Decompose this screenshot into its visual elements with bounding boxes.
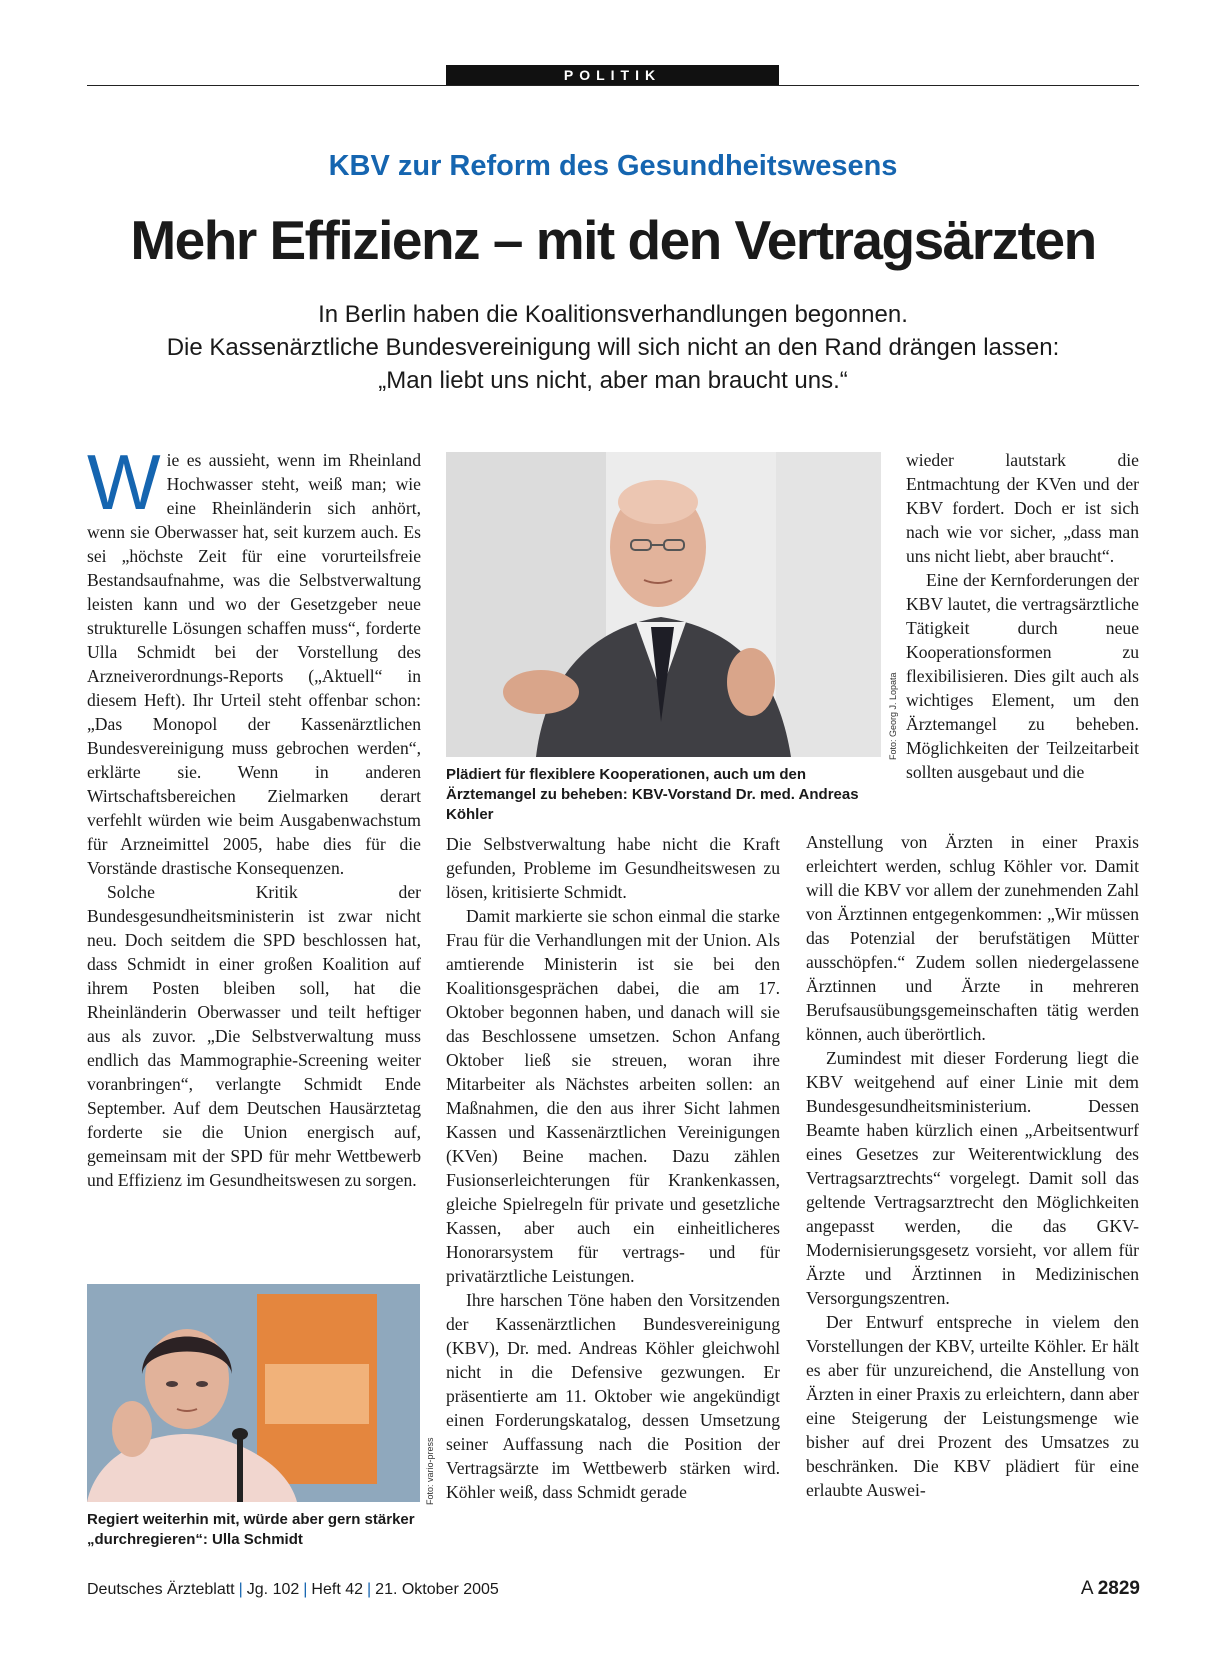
separator: | <box>367 1581 372 1598</box>
article-column-2 <box>446 832 780 1552</box>
paragraph: Solche Kritik der Bundesgesundheitsministerin ist zwar nicht neu. Doch seitdem die SPD beschlossen hat, dass Schmidt in einer großen Koalition auf ihrem Posten bleiben soll, hat die Rheinländerin Oberwasser und teilt heftiger aus als zuvor. „Die Selbstverwaltung muss endlich das Mammographie-Screening weiter voranbringen“, verlangte Schmidt Ende September. Auf dem Deutschen Hausärztetag forderte sie die Union energisch auf, gemeinsam mit der SPD für mehr Wettbewerb und Effizienz im Gesundheitswesen zu sorgen. <box>87 882 421 1190</box>
paragraph: wieder lautstark die Entmachtung der KVen und der KBV fordert. Doch er ist sich nach wie vor sicher, „dass man uns nicht liebt, aber braucht“. <box>906 450 1139 566</box>
page-number-value: 2829 <box>1097 1578 1140 1599</box>
paragraph: Damit markierte sie schon einmal die starke Frau für die Verhandlungen mit der Union. Als amtierende Ministerin ist sie bei den Koalitionsgesprächen dabei, die am 17. Oktober begonnen haben, und danach will sie das Beschlossene umsetzen. Schon Anfang Oktober ließ sie streuen, woran ihre Mitarbeiter als Nächstes arbeiten sollen: an Maßnahmen, die den aus ihrer Sicht lahmen Kassen und Kassenärztlichen Vereinigungen (KVen) Beine machen. Dazu zählen Fusionserleichterungen für Krankenkassen, gleiche Spielregeln für private und gesetzliche Kassen, aber auch ein einheitlicheres Honorarsystem für vertrags- und für privatärztliche Leistungen. <box>446 906 780 1286</box>
photo-andreas-koehler <box>446 452 881 757</box>
page-footer <box>87 1581 499 1599</box>
lead-line: Die Kassenärztliche Bundesvereinigung will sich nicht an den Rand drängen lassen: <box>166 334 1060 361</box>
photo-credit: Foto: Georg J. Lopata <box>888 672 898 760</box>
photo-ulla-schmidt <box>87 1284 420 1502</box>
issue-date: 21. Oktober 2005 <box>375 1581 499 1598</box>
photo-credit: Foto: vario-press <box>425 1437 435 1505</box>
photo-caption: Regiert weiterhin mit, würde aber gern stärker „durchregieren“: Ulla Schmidt <box>87 1511 415 1548</box>
drop-cap: W <box>87 448 161 526</box>
paragraph <box>87 448 421 880</box>
section-label: POLITIK <box>446 65 779 85</box>
lead-line: In Berlin haben die Koalitionsverhandlungen begonnen. <box>318 301 908 328</box>
issue: Heft 42 <box>311 1581 364 1598</box>
article-headline: Mehr Effizienz – mit den Vertragsärzten <box>130 209 1096 271</box>
paragraph: Ihre harschen Töne haben den Vorsitzenden der Kassenärztlichen Bundesvereinigung (KBV), Dr. med. Andreas Köhler gleichwohl nicht in die Defensive gezwungen. Er präsentierte am 11. Oktober wie angekündigt einen Forderungskatalog, dessen Umsetzung seiner Auffassung nach die Position der Vertragsärzte im Wettbewerb stärken wird. Köhler weiß, dass Schmidt gerade <box>446 1290 780 1502</box>
paragraph: Anstellung von Ärzten in einer Praxis erleichtert werden, schlug Köhler vor. Damit will die KBV vor allem der zunehmenden Zahl von Ärztinnen entgegenkommen: „Wir müssen das Potenzial der berufstätigen Mütter ausschöpfen.“ Zudem sollen niedergelassene Ärztinnen und Ärzte in mehreren Berufsausübungsgemeinschaften tätig werden können, auch überörtlich. <box>806 832 1139 1044</box>
portrait-man-illustration <box>446 452 881 757</box>
separator: | <box>238 1581 243 1598</box>
paragraph: Der Entwurf entspreche in vielem den Vorstellungen der KBV, urteilte Köhler. Er hält es aber für unzureichend, die Anstellung von Ärzten in einer Praxis zu erleichtern, dann aber eine Steigerung der Leistungsmenge wie bisher auf drei Prozent des Umsatzes zu beschränken. Die KBV plädiert für eine erlaubte Auswei- <box>806 1312 1139 1500</box>
paragraph: Zumindest mit dieser Forderung liegt die KBV weitgehend auf einer Linie mit dem Bundesgesundheitsministerium. Dessen Beamte haben kürzlich einen „Arbeitsentwurf eines Gesetzes zur Weiterentwicklung des Vertragsarztrechts“ vorgelegt. Damit soll das geltende Vertragsarztrecht den Möglichkeiten angepasst werden, die das GKV-Modernisierungsgesetz vorsieht, vor allem für Ärzte und Ärztinnen in Medizinischen Versorgungszentren. <box>806 1048 1139 1308</box>
portrait-woman-illustration <box>87 1284 420 1502</box>
lead-line: „Man liebt uns nicht, aber man braucht uns.“ <box>378 367 848 394</box>
separator: | <box>303 1581 308 1598</box>
article-kicker: KBV zur Reform des Gesundheitswesens <box>328 150 898 182</box>
header-rule <box>87 85 1139 86</box>
photo-caption: Plädiert für flexiblere Kooperationen, auch um den Ärztemangel zu beheben: KBV-Vorstand Dr. med. Andreas Köhler <box>446 766 859 823</box>
volume: Jg. 102 <box>246 1581 300 1598</box>
paragraph: Die Selbstverwaltung habe nicht die Kraft gefunden, Probleme im Gesundheitswesen zu lösen, kritisierte Schmidt. <box>446 834 780 902</box>
article-column-3-top <box>906 448 1139 814</box>
article-column-3-bottom <box>806 830 1139 1560</box>
page-prefix: A <box>1080 1578 1093 1599</box>
publication-name: Deutsches Ärzteblatt <box>87 1581 235 1598</box>
article-lead <box>87 298 1139 397</box>
page-number <box>1060 1578 1140 1600</box>
article-column-1 <box>87 448 421 1263</box>
paragraph: Eine der Kernforderungen der KBV lautet, die vertragsärztliche Tätigkeit durch neue Kooperationsformen zu flexibilisieren. Dies gilt auch als wichtiges Element, um den Ärztemangel zu beheben. Möglichkeiten der Teilzeitarbeit sollten ausgebaut und die <box>906 570 1139 782</box>
paragraph-text: ie es aussieht, wenn im Rheinland Hochwasser steht, weiß man; wie eine Rheinländerin sich anhört, wenn sie Oberwasser hat, seit kurzem auch. Es sei „höchste Zeit für eine vorurteilsfreie Bestandsaufnahme, was die Selbstverwaltung leisten kann und wo der Gesetzgeber neue strukturelle Lösungen schaffen muss“, forderte Ulla Schmidt bei der Vorstellung des Arzneiverordnungs-Reports („Aktuell“ in diesem Heft). Ihr Urteil steht offenbar schon: „Das Monopol der Kassenärztlichen Bundesvereinigung muss gebrochen werden“, erklärte sie. Wenn in anderen Wirtschaftsbereichen Zielmarken derart verfehlt würden wie beim Ausgabenwachstum für Arzneimittel 2005, habe dies für die Vorstände drastische Konsequenzen. <box>87 450 421 878</box>
